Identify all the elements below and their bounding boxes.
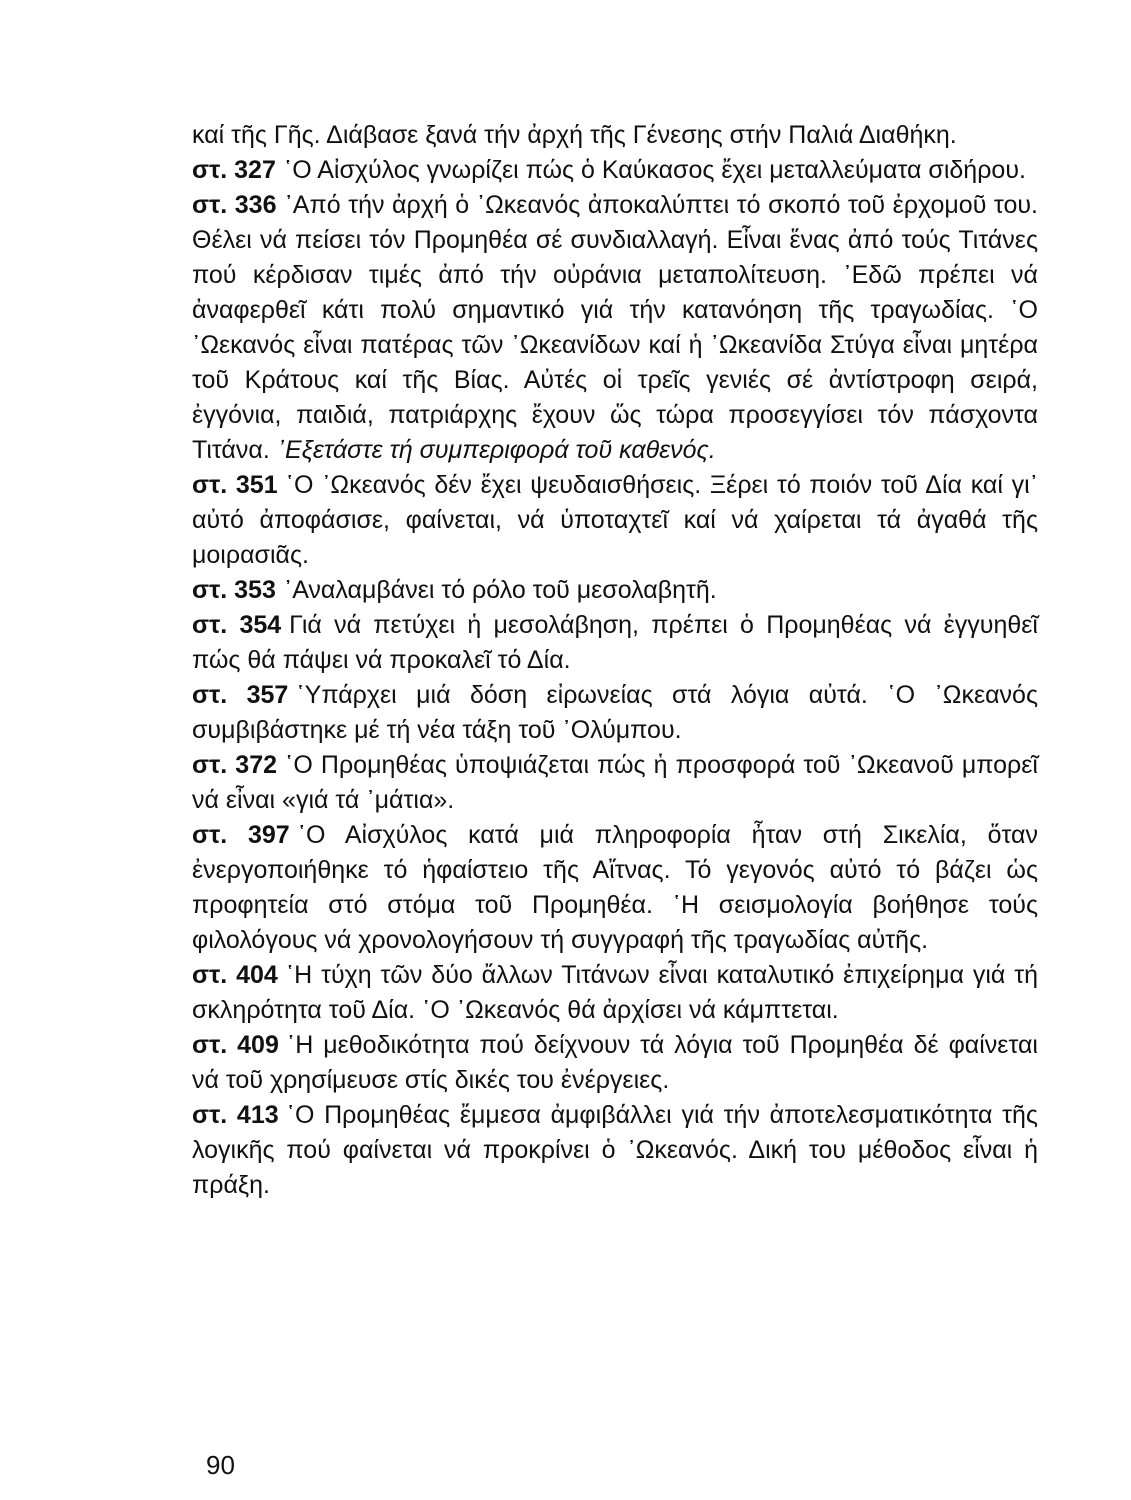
intro-paragraph: καί τῆς Γῆς. Διάβασε ξανά τήν ἀρχή τῆς Γένεσης στήν Παλιά Διαθήκη. [192,121,957,149]
note-italic-336: ᾿Εξετάστε τή συμπεριφορά τοῦ καθενός. [276,436,716,464]
note-413 [192,1098,1038,1203]
note-336 [192,188,1038,468]
note-text-327: ῾Ο Αἰσχύλος γνωρίζει πώς ὁ Καύκασος ἔχει μεταλλεύματα σιδήρου. [283,156,1026,184]
note-404 [192,958,1038,1028]
note-354 [192,608,1038,678]
line-ref-397: στ. 397 [192,821,290,849]
line-ref-357: στ. 357 [192,681,289,709]
note-327 [192,153,1038,188]
note-409 [192,1028,1038,1098]
line-ref-351: στ. 351 [192,471,278,499]
note-text-336: ᾿Από τήν ἀρχή ὁ ᾿Ωκεανός ἀποκαλύπτει τό σκοπό τοῦ ἐρχομοῦ του. Θέλει νά πείσει τόν Προμηθέα σέ συνδιαλλαγή. Εἶναι ἕνας ἀπό τούς Τιτάνες πού κέρδισαν τιμές ἀπό τήν οὐράνια μεταπολίτευση. ᾿Εδῶ πρέπει νά ἀναφερθεῖ κάτι πολύ σημαντικό γιά τήν κατανόηση τῆς τραγωδίας. ῾Ο ᾿Ωεκανός εἶναι πατέρας τῶν ᾿Ωκεανίδων καί ἡ ᾿Ωκεανίδα Στύγα εἶναι μητέρα τοῦ Κράτους καί τῆς Βίας. Αὐτές οἱ τρεῖς γενιές σέ ἀντίστροφη σειρά, ἐγγόνια, παιδιά, πατριάρχης ἔχουν ὥς τώρα προσεγγίσει τόν πάσχοντα Τιτάνα. [192,191,1038,464]
line-ref-336: στ. 336 [192,191,277,219]
note-text-357: ῾Υπάρχει μιά δόση εἰρωνείας στά λόγια αὐτά. ῾Ο ᾿Ωκεανός συμβιβάστηκε μέ τή νέα τάξη τοῦ ᾿Ολύμπου. [192,681,1038,744]
note-353 [192,573,1038,608]
note-357 [192,678,1038,748]
line-ref-327: στ. 327 [192,156,276,184]
note-text-372: ῾Ο Προμηθέας ὑποψιάζεται πώς ἡ προσφορά τοῦ ᾿Ωκεανοῦ μπορεῖ νά εἶναι «γιά τά ᾿μάτια». [192,751,1038,814]
line-ref-404: στ. 404 [192,961,278,989]
page-number: 90 [206,1450,235,1480]
page-body [192,118,1038,1203]
line-ref-413: στ. 413 [192,1101,279,1129]
note-text-404: ῾Η τύχη τῶν δύο ἄλλων Τιτάνων εἶναι καταλυτικό ἐπιχείρημα γιά τή σκληρότητα τοῦ Δία. ῾Ο ᾿Ωκεανός θά ἀρχίσει νά κάμπτεται. [192,961,1038,1024]
note-text-397: ῾Ο Αἰσχύλος κατά μιά πληροφορία ἦταν στή Σικελία, ὅταν ἐνεργοποιήθηκε τό ἡφαίστειο τῆς Αἴτνας. Τό γεγονός αὐτό τό βάζει ὡς προφητεία στό στόμα τοῦ Προμηθέα. ῾Η σεισμολογία βοήθησε τούς φιλολόγους νά χρονολογήσουν τή συγγραφή τῆς τραγωδίας αὐτῆς. [192,821,1038,954]
line-ref-409: στ. 409 [192,1031,279,1059]
note-text-409: ῾Η μεθοδικότητα πού δείχνουν τά λόγια τοῦ Προμηθέα δέ φαίνεται νά τοῦ χρησίμευσε στίς δικές του ἐνέργειες. [192,1031,1038,1094]
line-ref-354: στ. 354 [192,611,282,639]
line-ref-353: στ. 353 [192,576,276,604]
note-text-354: Γιά νά πετύχει ἡ μεσολάβηση, πρέπει ὁ Προμηθέας νά ἐγγυηθεῖ πώς θά πάψει νά προκαλεῖ τό Δία. [192,611,1038,674]
note-397 [192,818,1038,958]
note-351 [192,468,1038,573]
note-372 [192,748,1038,818]
note-text-413: ῾Ο Προμηθέας ἔμμεσα ἀμφιβάλλει γιά τήν ἀποτελεσματικότητα τῆς λογικῆς πού φαίνεται νά προκρίνει ὁ ᾿Ωκεανός. Δική του μέθοδος εἶναι ἡ πράξη. [192,1101,1038,1199]
line-ref-372: στ. 372 [192,751,278,779]
note-text-353: ᾿Αναλαμβάνει τό ρόλο τοῦ μεσολαβητῆ. [283,576,717,604]
note-text-351: ῾Ο ᾿Ωκεανός δέν ἔχει ψευδαισθήσεις. Ξέρει τό ποιόν τοῦ Δία καί γι᾿ αὐτό ἀποφάσισε, φαίνεται, νά ὑποταχτεῖ καί νά χαίρεται τά ἀγαθά τῆς μοιρασιᾶς. [192,471,1038,569]
